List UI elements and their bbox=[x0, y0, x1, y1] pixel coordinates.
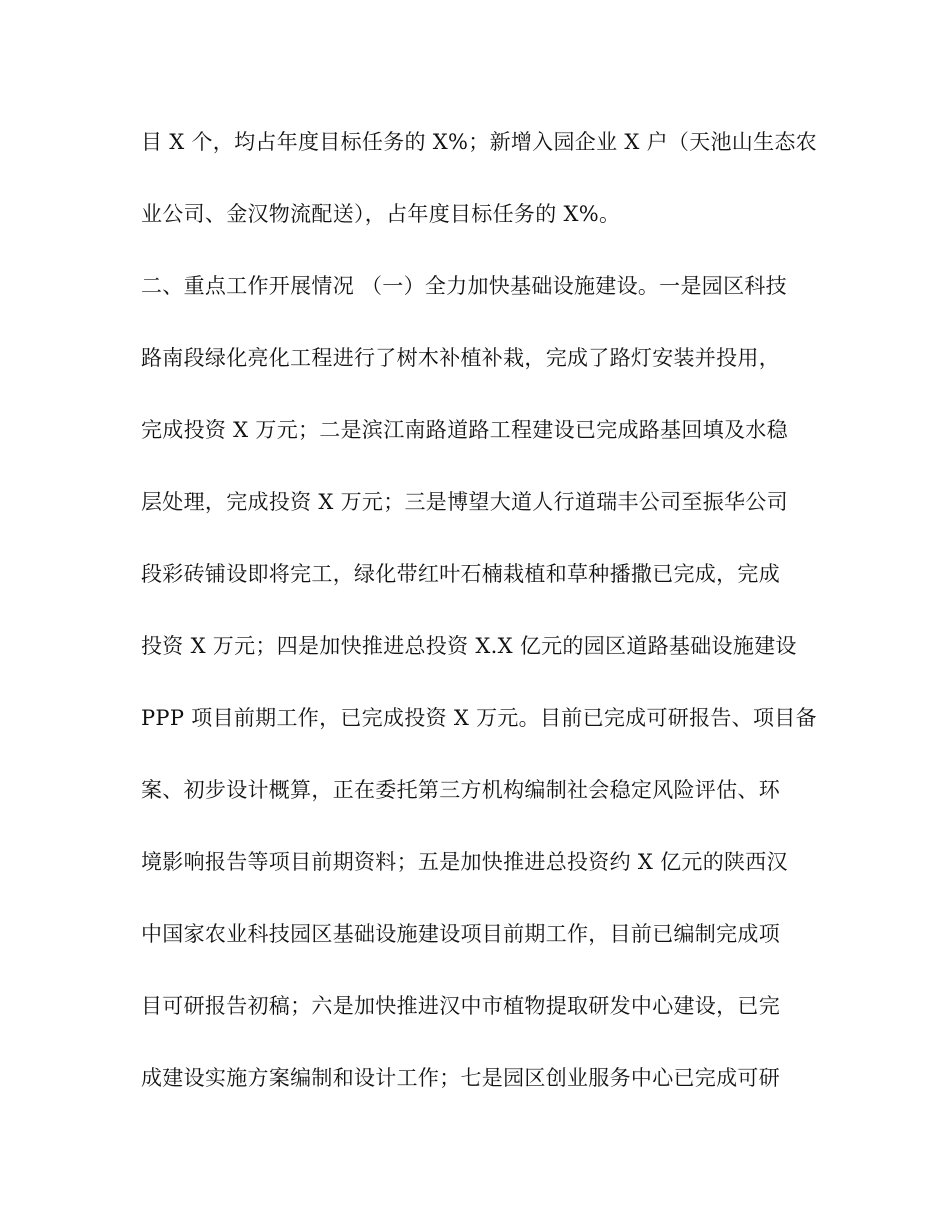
text-line: 投资 X 万元；四是加快推进总投资 X.X 亿元的园区道路基础设施建设 bbox=[141, 634, 797, 658]
text-line: 业公司、金汉物流配送），占年度目标任务的 X%。 bbox=[141, 202, 621, 226]
text-line: PPP 项目前期工作，已完成投资 X 万元。目前已完成可研报告、项目备 bbox=[141, 706, 817, 730]
text-line: 层处理，完成投资 X 万元；三是博望大道人行道瑞丰公司至振华公司 bbox=[141, 490, 788, 514]
text-line: 目 X 个，均占年度目标任务的 X%；新增入园企业 X 户（天池山生态农 bbox=[141, 130, 817, 154]
text-line: 路南段绿化亮化工程进行了树木补植补栽，完成了路灯安装并投用， bbox=[141, 346, 780, 370]
text-line: 目可研报告初稿；六是加快推进汉中市植物提取研发中心建设，已完 bbox=[141, 994, 780, 1018]
text-line: 中国家农业科技园区基础设施建设项目前期工作，目前已编制完成项 bbox=[141, 922, 780, 946]
text-line: 二、重点工作开展情况 （一）全力加快基础设施建设。一是园区科技 bbox=[141, 274, 787, 298]
text-line: 境影响报告等项目前期资料；五是加快推进总投资约 X 亿元的陕西汉 bbox=[141, 850, 788, 874]
text-line: 段彩砖铺设即将完工，绿化带红叶石楠栽植和草种播撒已完成，完成 bbox=[141, 562, 780, 586]
text-line: 成建设实施方案编制和设计工作；七是园区创业服务中心已完成可研 bbox=[141, 1066, 780, 1090]
text-line: 案、初步设计概算，正在委托第三方机构编制社会稳定风险评估、环 bbox=[141, 778, 780, 802]
text-line: 完成投资 X 万元；二是滨江南路道路工程建设已完成路基回填及水稳 bbox=[141, 418, 788, 442]
